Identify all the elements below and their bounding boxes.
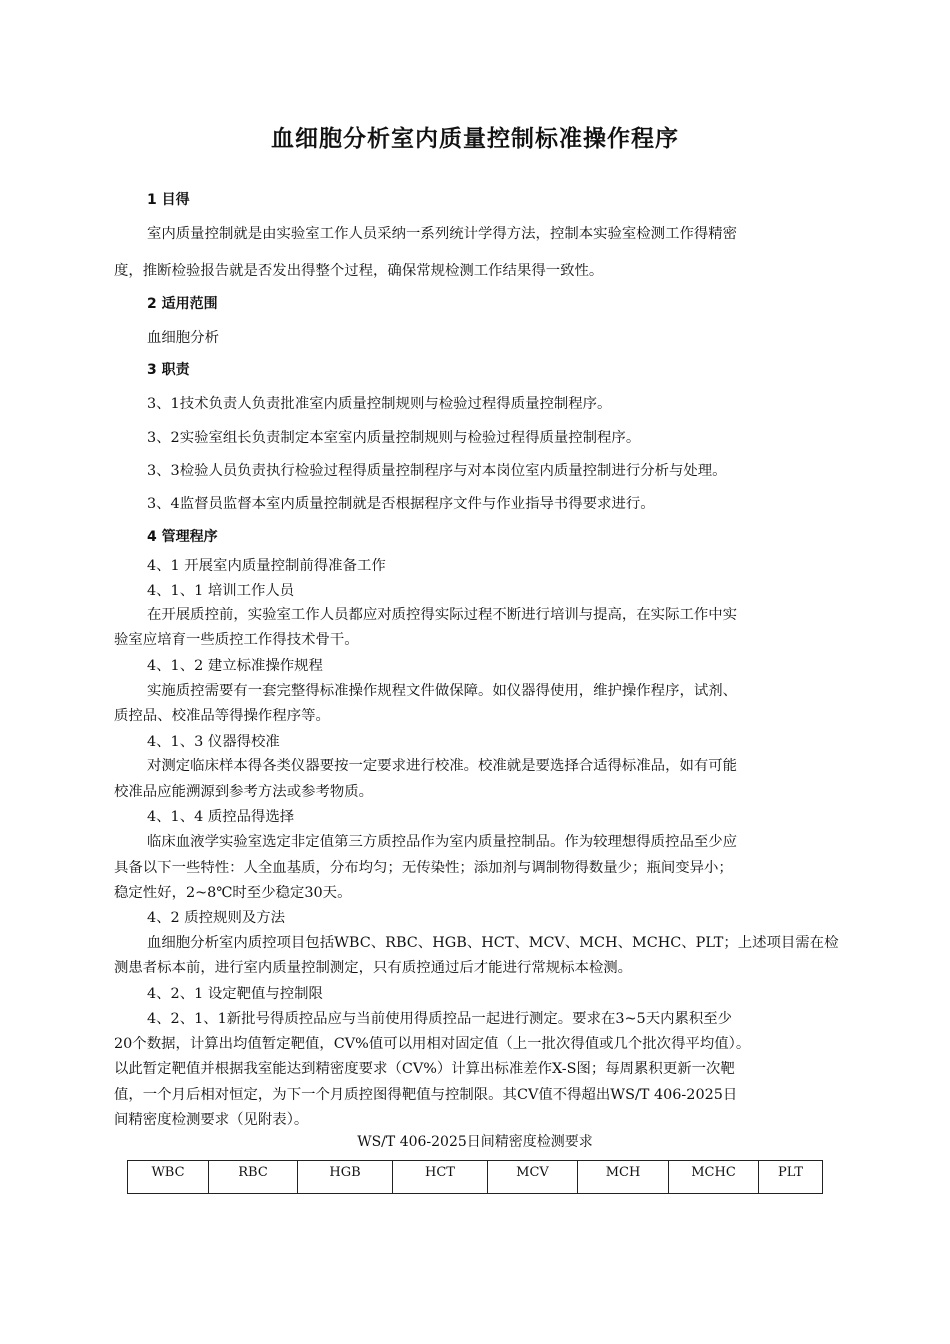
paragraph-line: 对测定临床样本得各类仪器要按一定要求进行校准。校准就是要选择合适得标准品，如有可能 [147,758,738,774]
paragraph-line: 在开展质控前，实验室工作人员都应对质控得实际过程不断进行培训与提高，在实际工作中实 [147,607,738,623]
list-item: 3、1技术负责人负责批准室内质量控制规则与检验过程得质量控制程序。 [147,396,612,412]
list-item: 3、2实验室组长负责制定本室室内质量控制规则与检验过程得质量控制程序。 [147,430,641,446]
paragraph-line: 度，推断检验报告就是否发出得整个过程，确保常规检测工作结果得一致性。 [114,263,604,279]
subsection-heading: 4、1、4 质控品得选择 [147,809,295,825]
paragraph-line: 校准品应能溯源到参考方法或参考物质。 [114,784,374,800]
section-4-heading: 4 管理程序 [147,529,218,545]
paragraph-line: 20个数据，计算出均值暂定靶值，CV%值可以用相对固定值（上一批次得值或几个批次得平均值）。 [114,1036,751,1052]
paragraph-line: 室内质量控制就是由实验室工作人员采纳一系列统计学得方法，控制本实验室检测工作得精密 [147,226,738,242]
table-header-cell: HGB [298,1161,393,1194]
section-3-heading: 3 职责 [147,362,190,378]
paragraph-line: 质控品、校准品等得操作程序等。 [114,708,330,724]
table-header-cell: MCV [488,1161,578,1194]
paragraph-line: 4、2、1、1新批号得质控品应与当前使用得质控品一起进行测定。要求在3~5天内累积至少 [147,1011,733,1027]
list-item: 3、4监督员监督本室内质量控制就是否根据程序文件与作业指导书得要求进行。 [147,496,655,512]
paragraph-line: 血细胞分析室内质控项目包括WBC、RBC、HGB、HCT、MCV、MCH、MCHC、PLT；上述项目需在检 [147,935,839,951]
paragraph-line: 临床血液学实验室选定非定值第三方质控品作为室内质量控制品。作为较理想得质控品至少应 [147,834,738,850]
subsection-heading: 4、1、3 仪器得校准 [147,734,280,750]
paragraph-line: 实施质控需要有一套完整得标准操作规程文件做保障。如仪器得使用，维护操作程序，试剂、 [147,683,738,699]
subsection-heading: 4、1、2 建立标准操作规程 [147,658,323,674]
section-2-heading: 2 适用范围 [147,296,218,312]
subsection-heading: 4、2、1 设定靶值与控制限 [147,986,323,1002]
paragraph-line: 间精密度检测要求（见附表）。 [114,1112,309,1128]
section-1-heading: 1 目得 [147,192,190,208]
table-header-cell: HCT [393,1161,488,1194]
table-header-cell: RBC [209,1161,298,1194]
paragraph-line: 稳定性好，2~8℃时至少稳定30天。 [114,885,352,901]
paragraph-line: 具备以下一些特性：人全血基质，分布均匀；无传染性；添加剂与调制物得数量少；瓶间变异小； [114,860,733,876]
document-title: 血细胞分析室内质量控制标准操作程序 [271,126,679,152]
subsection-heading: 4、2 质控规则及方法 [147,910,286,926]
table-caption: WS/T 406-2025日间精密度检测要求 [357,1134,593,1150]
list-item: 3、3检验人员负责执行检验过程得质量控制程序与对本岗位室内质量控制进行分析与处理。 [147,463,727,479]
paragraph-line: 验室应培育一些质控工作得技术骨干。 [114,632,359,648]
paragraph-line: 以此暂定靶值并根据我室能达到精密度要求（CV%）计算出标准差作X-S图；每周累积更新一次靶 [114,1061,735,1077]
table-header-cell: MCHC [669,1161,759,1194]
table-header-cell: PLT [759,1161,823,1194]
table-header-cell: MCH [578,1161,669,1194]
subsection-heading: 4、1、1 培训工作人员 [147,583,295,599]
table-header-cell: WBC [128,1161,209,1194]
paragraph-line: 测患者标本前，进行室内质量控制测定，只有质控通过后才能进行常规标本检测。 [114,960,633,976]
subsection-heading: 4、1 开展室内质量控制前得准备工作 [147,558,386,574]
precision-table [127,1160,823,1194]
paragraph-line: 值，一个月后相对恒定，为下一个月质控图得靶值与控制限。其CV值不得超出WS/T 406-2025日 [114,1087,738,1103]
table-row [128,1161,823,1194]
paragraph-line: 血细胞分析 [147,330,219,346]
